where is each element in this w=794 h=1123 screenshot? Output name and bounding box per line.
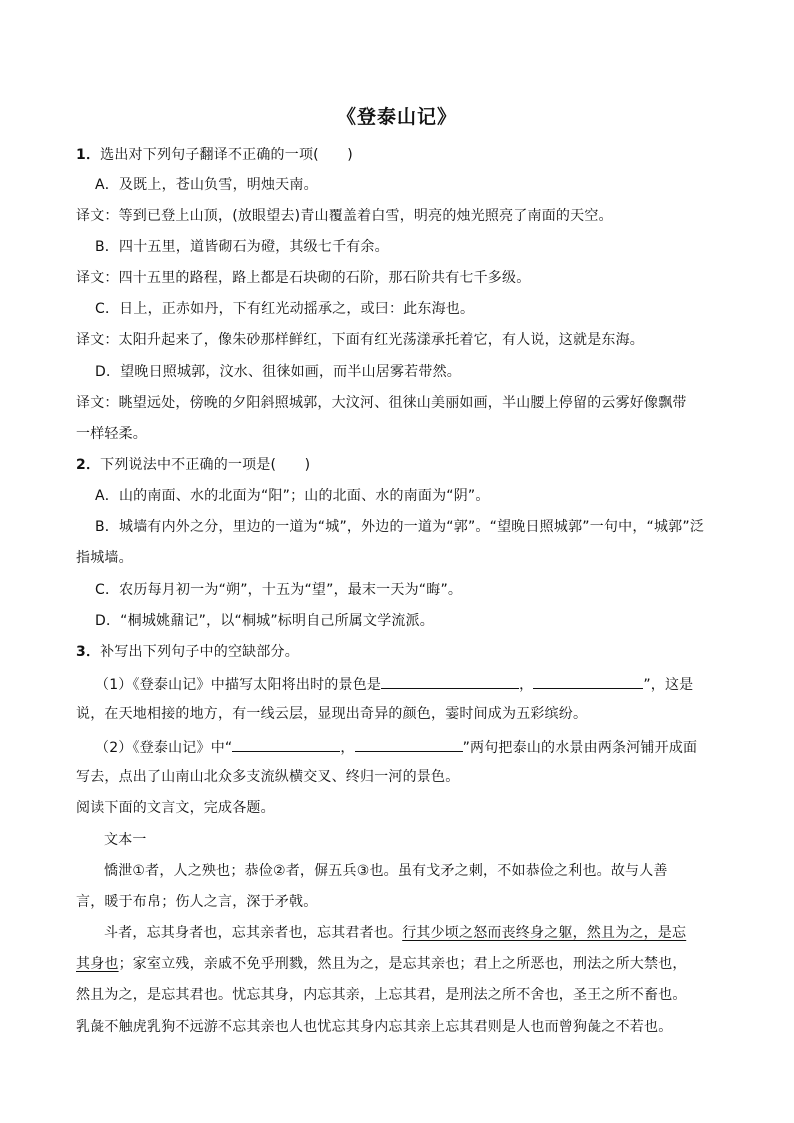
question-1-option-a: A．及既上，苍山负雪，明烛天南。 xyxy=(95,177,318,193)
answer-blank-2a[interactable] xyxy=(232,736,340,752)
passage-paragraph-2-line-2 xyxy=(76,954,687,974)
question-3-item-1-suffix: ”，这是 xyxy=(643,677,694,693)
question-3-item-2-prefix: （2）《登泰山记》中“ xyxy=(95,740,233,756)
page-title: 《登泰山记》 xyxy=(336,106,457,128)
question-2-option-b: B．城墙有内外之分，里边的一道为“城”，外边的一道为“郭”。“望晚日照城郭”一句中，“城郭”泛 xyxy=(95,519,705,535)
question-2-option-b-cont: 指城墙。 xyxy=(76,550,133,566)
question-3-item-1-prefix: （1）《登泰山记》中描写太阳将出时的景色是 xyxy=(95,677,382,693)
question-1-number: 1． xyxy=(76,147,101,163)
text-one-label: 文本一 xyxy=(104,832,147,848)
question-1-option-d: D．望晚日照城郭，汶水、徂徕如画，而半山居雾若带然。 xyxy=(95,364,461,380)
question-3-item-2-suffix: ”两句把泰山的水景由两条河铺开成面 xyxy=(462,740,698,756)
passage-paragraph-2-line-4: 乳彘不触虎乳狗不远游不忘其亲也人也忧忘其身内忘其亲上忘其君则是人也而曾狗彘之不若也。 xyxy=(76,1019,673,1035)
question-2-option-c: C．农历每月初一为“朔”，十五为“望”，最末一天为“晦”。 xyxy=(95,582,463,598)
answer-blank-1b[interactable] xyxy=(533,673,643,689)
question-2-text: 下列说法中不正确的一项是( ) xyxy=(100,457,311,473)
question-2-option-a: A．山的南面、水的北面为“阳”；山的北面、水的南面为“阴”。 xyxy=(95,488,490,504)
underlined-sentence: 行其少顷之怒而丧终身之躯，然且为之，是忘 xyxy=(402,925,687,941)
passage-paragraph-2-start: 斗者，忘其身者也，忘其亲者也，忘其君者也。 xyxy=(104,925,403,941)
question-3-item-2 xyxy=(95,736,697,758)
question-2-option-d: D．“桐城姚鼐记”，以“桐城”标明自己所属文学流派。 xyxy=(95,613,434,629)
reading-instruction: 阅读下面的文言文，完成各题。 xyxy=(76,800,275,816)
passage-paragraph-2-line-3: 然且为之，是忘其君也。忧忘其身，内忘其亲，上忘其君，是刑法之所不舍也，圣王之所不畜也。 xyxy=(76,987,687,1003)
question-2-number: 2． xyxy=(76,457,101,473)
question-3-item-2-comma: ， xyxy=(340,740,355,756)
question-1-stem xyxy=(76,145,353,165)
question-1-text: 选出对下列句子翻译不正确的一项( ) xyxy=(100,147,353,163)
question-1-option-c: C．日上，正赤如丹，下有红光动摇承之，或曰：此东海也。 xyxy=(95,301,475,317)
question-3-number: 3． xyxy=(76,644,101,660)
underlined-sentence-end: 其身也 xyxy=(76,956,119,972)
question-1-option-a-translation: 译文：等到已登上山顶，(放眼望去)青山覆盖着白雪，明亮的烛光照亮了南面的天空。 xyxy=(76,208,613,224)
question-3-item-1 xyxy=(95,673,693,695)
question-3-item-2-cont: 写去，点出了山南山北众多支流纵横交叉、终归一河的景色。 xyxy=(76,769,460,785)
question-1-option-c-translation: 译文：太阳升起来了，像朱砂那样鲜红，下面有红光荡漾承托着它，有人说，这就是东海。 xyxy=(76,332,644,348)
question-3-item-1-comma: ， xyxy=(519,677,534,693)
question-2-stem xyxy=(76,455,310,475)
question-1-option-b-translation: 译文：四十五里的路程，路上都是石块砌的石阶，那石阶共有七千多级。 xyxy=(76,270,531,286)
question-3-item-1-cont: 说，在天地相接的地方，有一线云层，显现出奇异的颜色，霎时间成为五彩缤纷。 xyxy=(76,706,588,722)
answer-blank-1a[interactable] xyxy=(381,673,519,689)
passage-paragraph-2 xyxy=(104,923,686,943)
question-1-option-b: B．四十五里，道皆砌石为磴，其级七千有余。 xyxy=(95,239,389,255)
question-3-stem xyxy=(76,642,299,662)
passage-paragraph-1-cont: 言，暖于布帛；伤人之言，深于矛戟。 xyxy=(76,894,318,910)
question-1-option-d-translation: 译文：眺望远处，傍晚的夕阳斜照城郭，大汶河、徂徕山美丽如画，半山腰上停留的云雾好像飘带 xyxy=(76,395,687,411)
question-3-text: 补写出下列句子中的空缺部分。 xyxy=(100,644,299,660)
question-1-option-d-translation-cont: 一样轻柔。 xyxy=(76,426,147,442)
passage-paragraph-2-line-2-rest: ；家室立残，亲戚不免乎刑戮，然且为之，是忘其亲也；君上之所恶也，刑法之所大禁也， xyxy=(118,956,687,972)
answer-blank-2b[interactable] xyxy=(355,736,463,752)
passage-paragraph-1: 憍泄①者，人之殃也；恭俭②者，偋五兵③也。虽有戈矛之刺，不如恭俭之利也。故与人善 xyxy=(104,863,668,879)
